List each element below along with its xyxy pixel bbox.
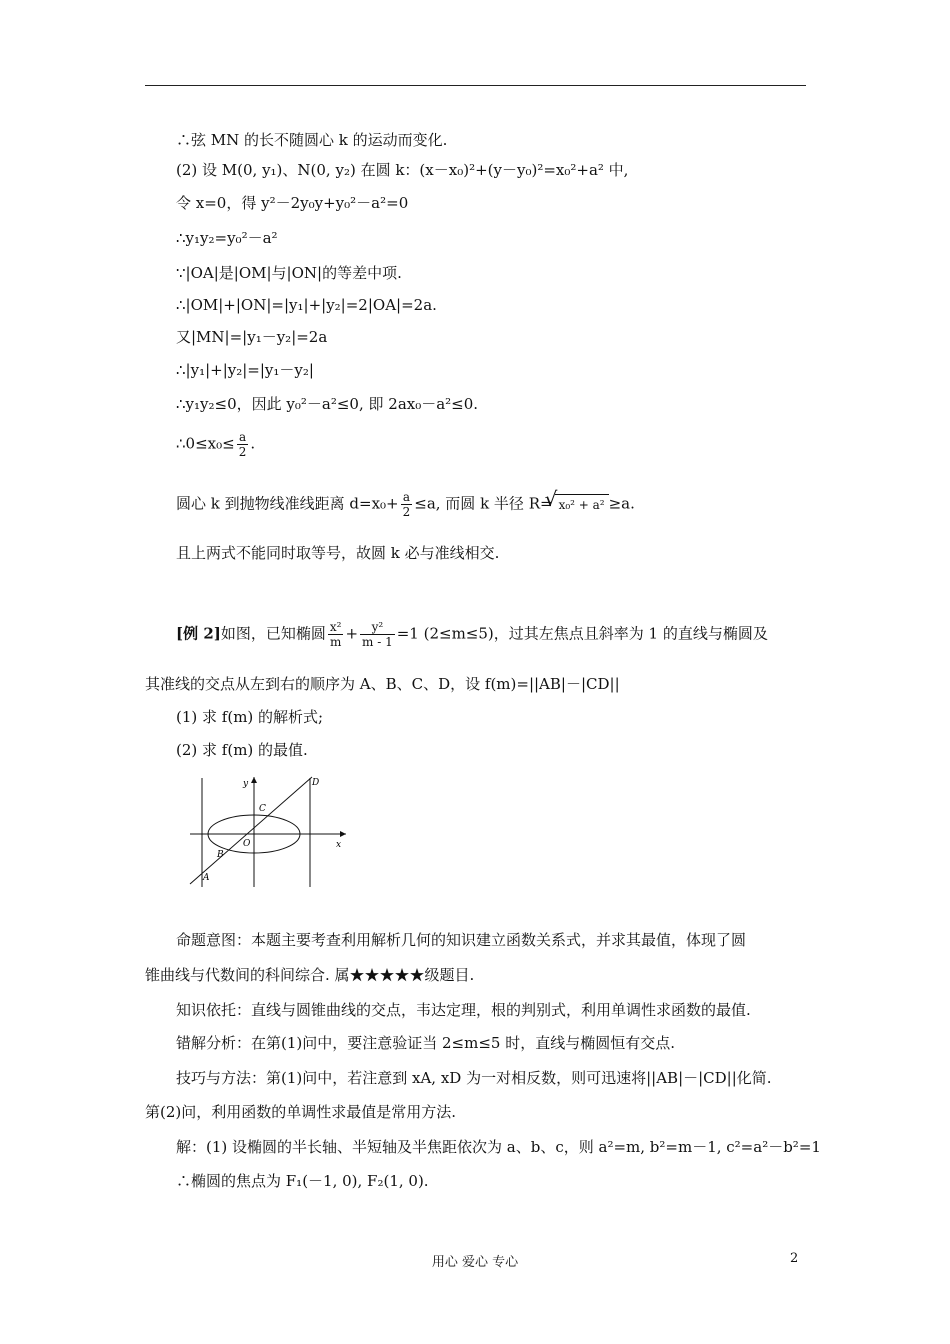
text-line: ∴|OM|+|ON|=|y₁|+|y₂|=2|OA|=2a. [176,296,437,314]
text-line: ∴y₁y₂≤0，因此 y₀²－a²≤0, 即 2ax₀－a²≤0. [176,395,479,413]
fraction: $\frac{\text{y²}}{m - 1}$ [362,620,393,649]
fraction: $\frac{\text{x²}}{m}$ [329,620,342,649]
analysis-line: 命题意图：本题主要考查利用解析几何的知识建立函数关系式，并求其最值，体现了圆 [176,931,747,949]
analysis-line: 知识依托：直线与圆锥曲线的交点，韦达定理，根的判别式，利用单调性求函数的最值. [176,1001,751,1019]
analysis-line: 锥曲线与代数间的科间综合. 属★★★★★级题目. [145,966,475,984]
x-axis-label: x [336,840,342,850]
example-line-1: [例 2]如图，已知椭圆 $\frac{\text{x²}}{m}$ + $\frac{\text{y²}}{m - 1}$ =1 (2≤m≤5)，过其左焦点且斜率为 1 的直线与椭圆及 [176,620,768,649]
x-axis-arrow [340,831,346,837]
text-line: 圆心 k 到抛物线准线距离 d=x₀+ $\frac{a}{2}$ ≤a, 而圆 k 半径 R=√ x₀² + a² ≥a. [176,490,635,519]
header-rule [145,85,806,86]
point-c-label: C [259,804,266,814]
analysis-line: 错解分析：在第(1)问中，要注意验证当 2≤m≤5 时，直线与椭圆恒有交点. [176,1034,676,1052]
y-axis-arrow [251,777,257,783]
text-line: ∴|y₁|+|y₂|=|y₁－y₂| [176,361,314,379]
square-root: √ x₀² + a² [555,494,609,515]
analysis-line: 技巧与方法：第(1)问中，若注意到 xA, xD 为一对相反数，则可迅速将||AB|－|CD||化简. [176,1069,772,1087]
fraction: $\frac{a}{2}$ [238,430,247,459]
fraction: $\frac{a}{2}$ [402,490,411,519]
analysis-line: 解：(1) 设椭圆的半长轴、半短轴及半焦距依次为 a、b、c，则 a²=m, b²=m－1, c²=a²－b²=1 [176,1138,821,1156]
point-b-label: B [217,850,224,860]
analysis-line: ∴椭圆的焦点为 F₁(－1, 0), F₂(1, 0). [176,1172,429,1190]
text-line: ∴0≤x₀≤ $\frac{a}{2}$ . [176,430,256,459]
example-line-2: 其准线的交点从左到右的顺序为 A、B、C、D，设 f(m)=||AB|－|CD|| [145,675,620,693]
text-line: ∵|OA|是|OM|与|ON|的等差中项. [176,264,402,282]
origin-label: O [243,839,251,849]
text-line: 令 x=0，得 y²－2y₀y+y₀²－a²=0 [176,194,409,212]
text-line: ∴y₁y₂=y₀²－a² [176,229,278,247]
analysis-line: 第(2)问，利用函数的单调性求最值是常用方法. [145,1103,457,1121]
footer-motto: 用心 爱心 专心 [431,1255,519,1270]
example-question-2: (2) 求 f(m) 的最值. [176,741,308,759]
text-line: 且上两式不能同时取等号，故圆 k 必与准线相交. [176,544,500,562]
text-line: ∴弦 MN 的长不随圆心 k 的运动而变化. [176,131,448,149]
page-number: 2 [790,1251,799,1266]
text-line: 又|MN|=|y₁－y₂|=2a [176,328,328,346]
point-d-label: D [312,778,320,788]
text-line: (2) 设 M(0, y₁)、N(0, y₂) 在圆 k：(x－x₀)²+(y－y₀)²=x₀²+a² 中, [176,161,629,179]
ellipse-figure [188,774,348,889]
y-axis-label: y [243,779,249,789]
example-question-1: (1) 求 f(m) 的解析式; [176,708,324,726]
point-a-label: A [203,873,210,883]
